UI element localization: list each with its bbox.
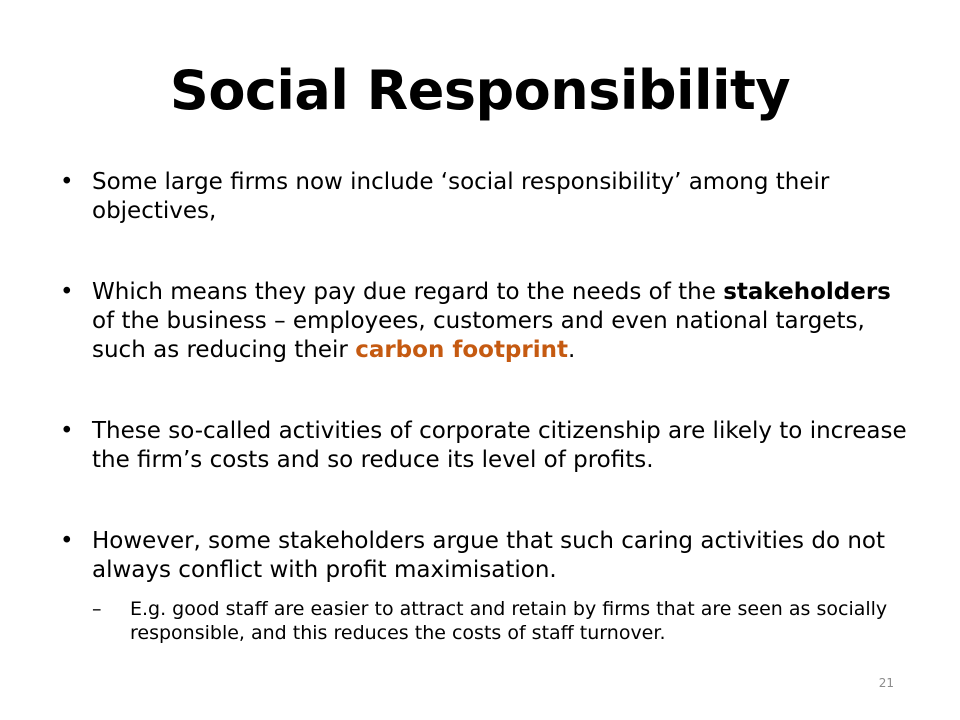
bullet-item bbox=[58, 278, 918, 365]
bullet-text-part: . bbox=[568, 337, 576, 363]
bullet-item bbox=[58, 168, 918, 226]
sub-bullet-text: E.g. good staff are easier to attract and retain by firms that are seen as socially responsible, and this reduces the costs of staff turnover. bbox=[130, 598, 888, 644]
bullet-text: However, some stakeholders argue that such caring activities do not always conflict with profit maximisation. bbox=[92, 528, 885, 583]
sub-bullet-dash: – bbox=[92, 598, 102, 620]
slide-title: Social Responsibility bbox=[169, 59, 791, 122]
bullet-text: These so-called activities of corporate citizenship are likely to increase the firm’s costs and so reduce its level of profits. bbox=[92, 418, 907, 473]
carbon-footprint-highlight: carbon footprint bbox=[355, 337, 568, 363]
bullet-text-part: Which means they pay due regard to the needs of the bbox=[92, 279, 724, 305]
bullet-item bbox=[58, 417, 918, 475]
sub-bullet-item bbox=[92, 597, 918, 645]
bullet-text: Some large firms now include ‘social responsibility’ among their objectives, bbox=[92, 169, 830, 224]
bullet-item bbox=[58, 527, 918, 645]
bullet-text-part: of the business – employees, customers and even national targets, such as reducing their bbox=[92, 308, 865, 363]
bullet-list bbox=[58, 168, 918, 645]
page-number: 21 bbox=[878, 676, 894, 690]
stakeholders-bold-text: stakeholders bbox=[723, 279, 891, 305]
